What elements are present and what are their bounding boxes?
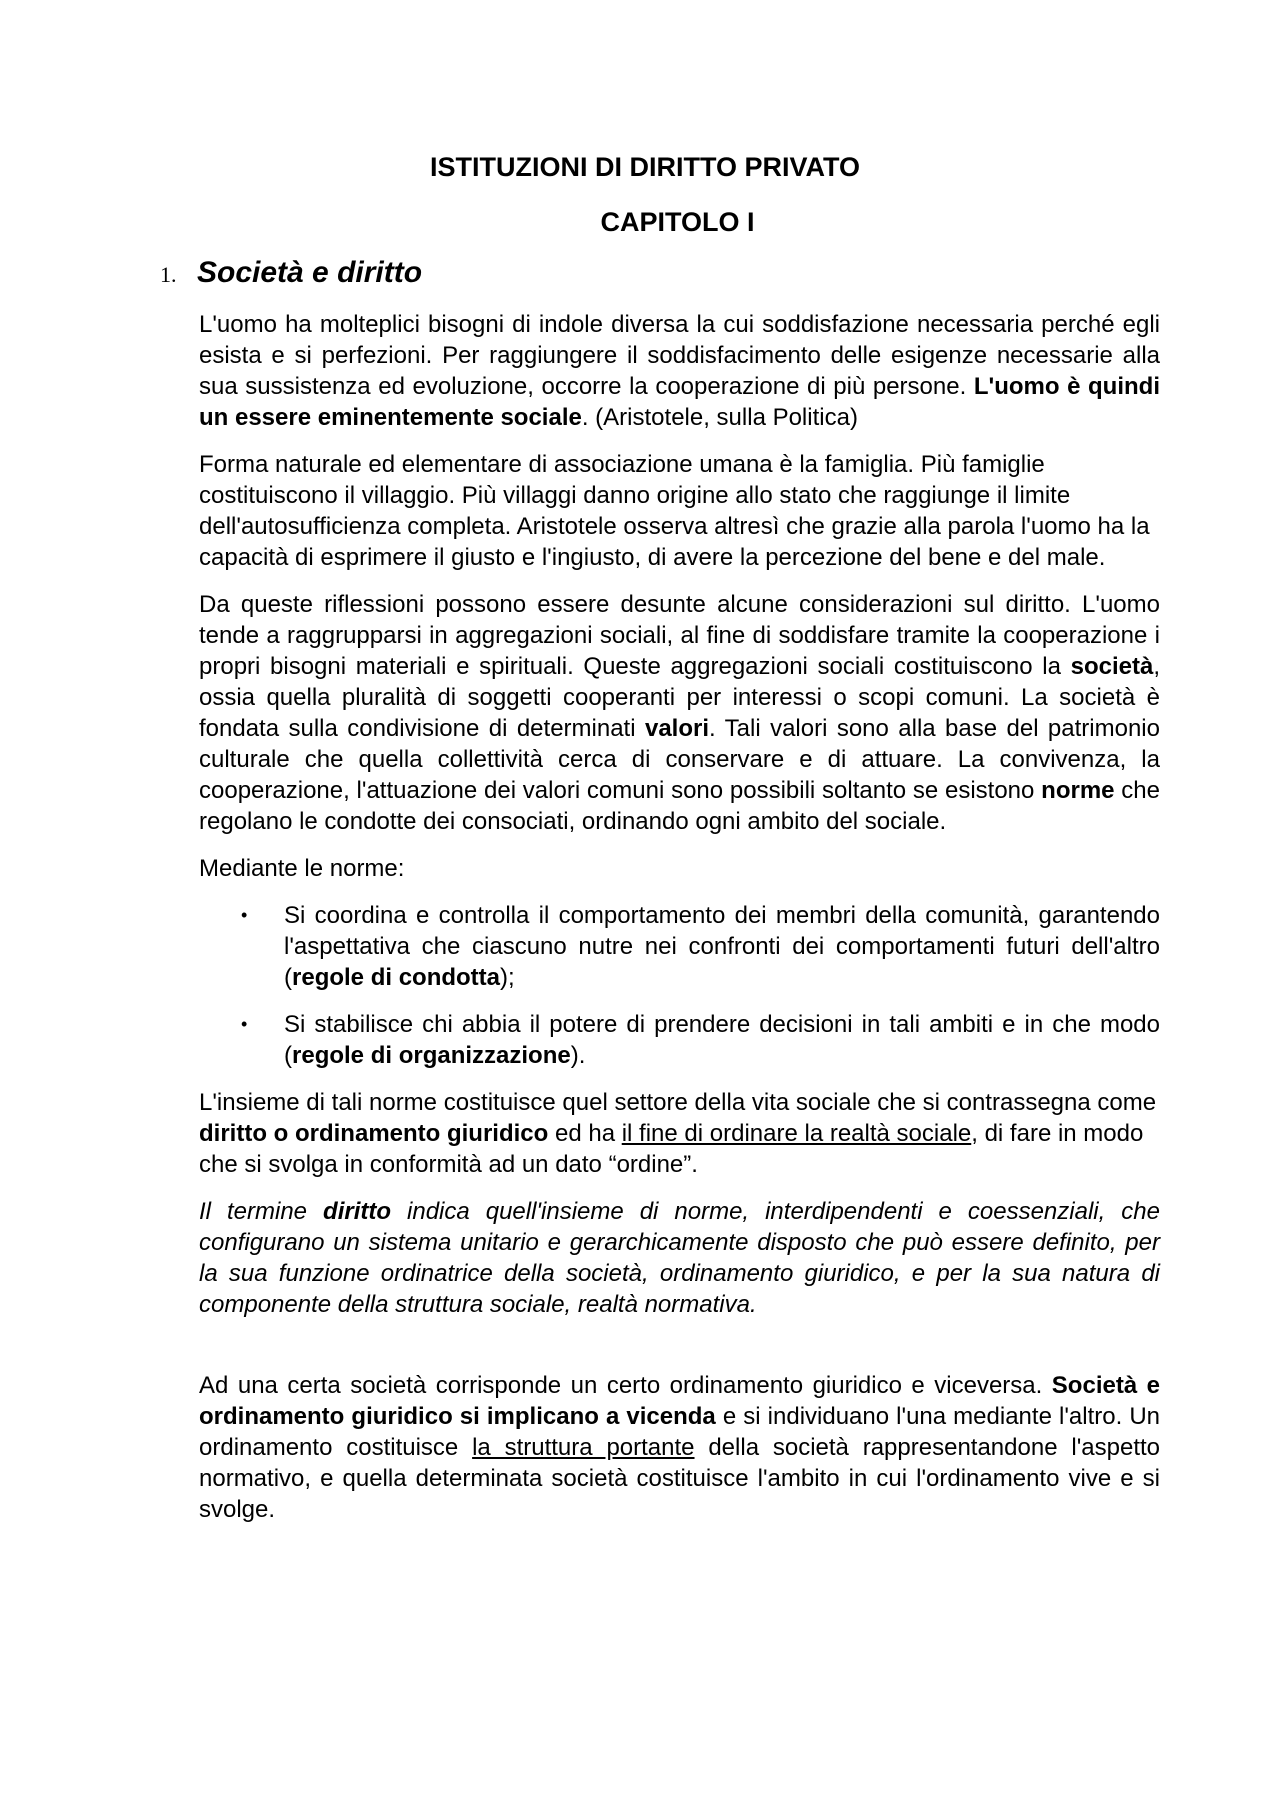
bold-text: regole di condotta: [292, 964, 501, 991]
paragraph-2: Forma naturale ed elementare di associazione umana è la famiglia. Più famiglie costituiscono il villaggio. Più villaggi danno origine allo stato che raggiunge il limite dell'autosufficienza completa. Aristotele osserva altresì che grazie alla parola l'uomo ha la capacità di esprimere il giusto e l'ingiusto, di avere la percezione del bene e del male.: [199, 451, 1150, 571]
bold-text: regole di organizzazione: [292, 1042, 571, 1069]
section-title: Società e diritto: [197, 256, 423, 289]
bold-text: norme: [1041, 777, 1115, 804]
list-item: [199, 900, 1160, 993]
section-number: 1.: [160, 262, 177, 287]
paragraph-6: [199, 1196, 1160, 1320]
text-span: Ad una certa società corrisponde un certo ordinamento giuridico e viceversa.: [199, 1372, 1052, 1399]
bold-text: Società e ordinamento giuridico si implicano a vicenda: [199, 1372, 1161, 1430]
chapter-heading: CAPITOLO I: [600, 207, 755, 237]
text-span: Si coordina e controlla il comportamento dei membri della comunità, garantendo l'aspettativa che ciascuno nutre nei confronti dei comportamenti futuri dell'altro (: [284, 902, 1160, 991]
text-span: ).: [570, 1042, 586, 1069]
text-span: e si individuano l'una mediante l'altro. Un ordinamento costituisce: [199, 1403, 1161, 1461]
text-span: L'insieme di tali norme costituisce quel settore della vita sociale che si contrassegna come: [199, 1089, 1157, 1116]
norme-list: [199, 900, 1160, 1071]
underlined-text: la struttura portante: [472, 1434, 695, 1461]
text-span: Si stabilisce chi abbia il potere di prendere decisioni in tali ambiti e in che modo (: [284, 1011, 1160, 1069]
bold-text: diritto: [323, 1198, 392, 1225]
paragraph-7: [199, 1370, 1160, 1525]
text-span: della società rappresentandone l'aspetto normativo, e quella determinata società costituisce l'ambito in cui l'ordinamento vive e si svolge.: [199, 1434, 1160, 1523]
text-span: Il termine: [199, 1198, 324, 1225]
text-span: ed ha: [548, 1120, 622, 1147]
bullet-icon: •: [241, 905, 248, 925]
underlined-text: il fine di ordinare la realtà sociale: [621, 1120, 972, 1147]
paragraph-4: Mediante le norme:: [199, 855, 405, 882]
text-span: , di fare in modo che si svolga in conformità ad un dato “ordine”.: [199, 1120, 1144, 1178]
bullet-icon: •: [241, 1014, 248, 1034]
text-span: . Tali valori sono alla base del patrimonio culturale che quella collettività cerca di conservare e di attuare. La convivenza, la cooperazione, l'attuazione dei valori comuni sono possibili soltanto se esistono: [199, 715, 1160, 804]
text-span: L'uomo ha molteplici bisogni di indole diversa la cui soddisfazione necessaria perché egli esista e si perfezioni. Per raggiungere il soddisfacimento delle esigenze necessarie alla sua sussistenza ed evoluzione, occorre la cooperazione di più persone.: [199, 311, 1160, 400]
document-body: [199, 309, 1160, 1541]
text-span: . (Aristotele, sulla Politica): [581, 404, 858, 431]
paragraph-3: [199, 589, 1160, 837]
bold-text: diritto o ordinamento giuridico: [199, 1120, 549, 1147]
paragraph-5: [199, 1087, 1160, 1180]
text-span: indica quell'insieme di norme, interdipendenti e coessenziali, che configurano un sistema unitario e gerarchicamente disposto che può essere definito, per la sua funzione ordinatrice della società, ordinamento giuridico, e per la sua natura di componente della struttura sociale, realtà normativa.: [199, 1198, 1160, 1318]
text-span: Da queste riflessioni possono essere desunte alcune considerazioni sul diritto. L'uomo tende a raggrupparsi in aggregazioni sociali, al fine di soddisfare tramite la cooperazione i propri bisogni materiali e spirituali. Queste aggregazioni sociali costituiscono la: [199, 591, 1160, 680]
document-title: ISTITUZIONI DI DIRITTO PRIVATO: [429, 152, 860, 182]
bold-text: L'uomo è quindi un essere eminentemente sociale: [199, 373, 1160, 431]
bold-text: valori: [644, 715, 709, 742]
bold-text: società: [1070, 653, 1154, 680]
section-heading: [160, 256, 422, 296]
list-item: [199, 1009, 1160, 1071]
text-span: , ossia quella pluralità di soggetti cooperanti per interessi o scopi comuni. La società è fondata sulla condivisione di determinati: [199, 653, 1160, 742]
text-span: );: [500, 964, 515, 991]
paragraph-1: [199, 309, 1160, 433]
text-span: che regolano le condotte dei consociati, ordinando ogni ambito del sociale.: [199, 777, 1161, 835]
